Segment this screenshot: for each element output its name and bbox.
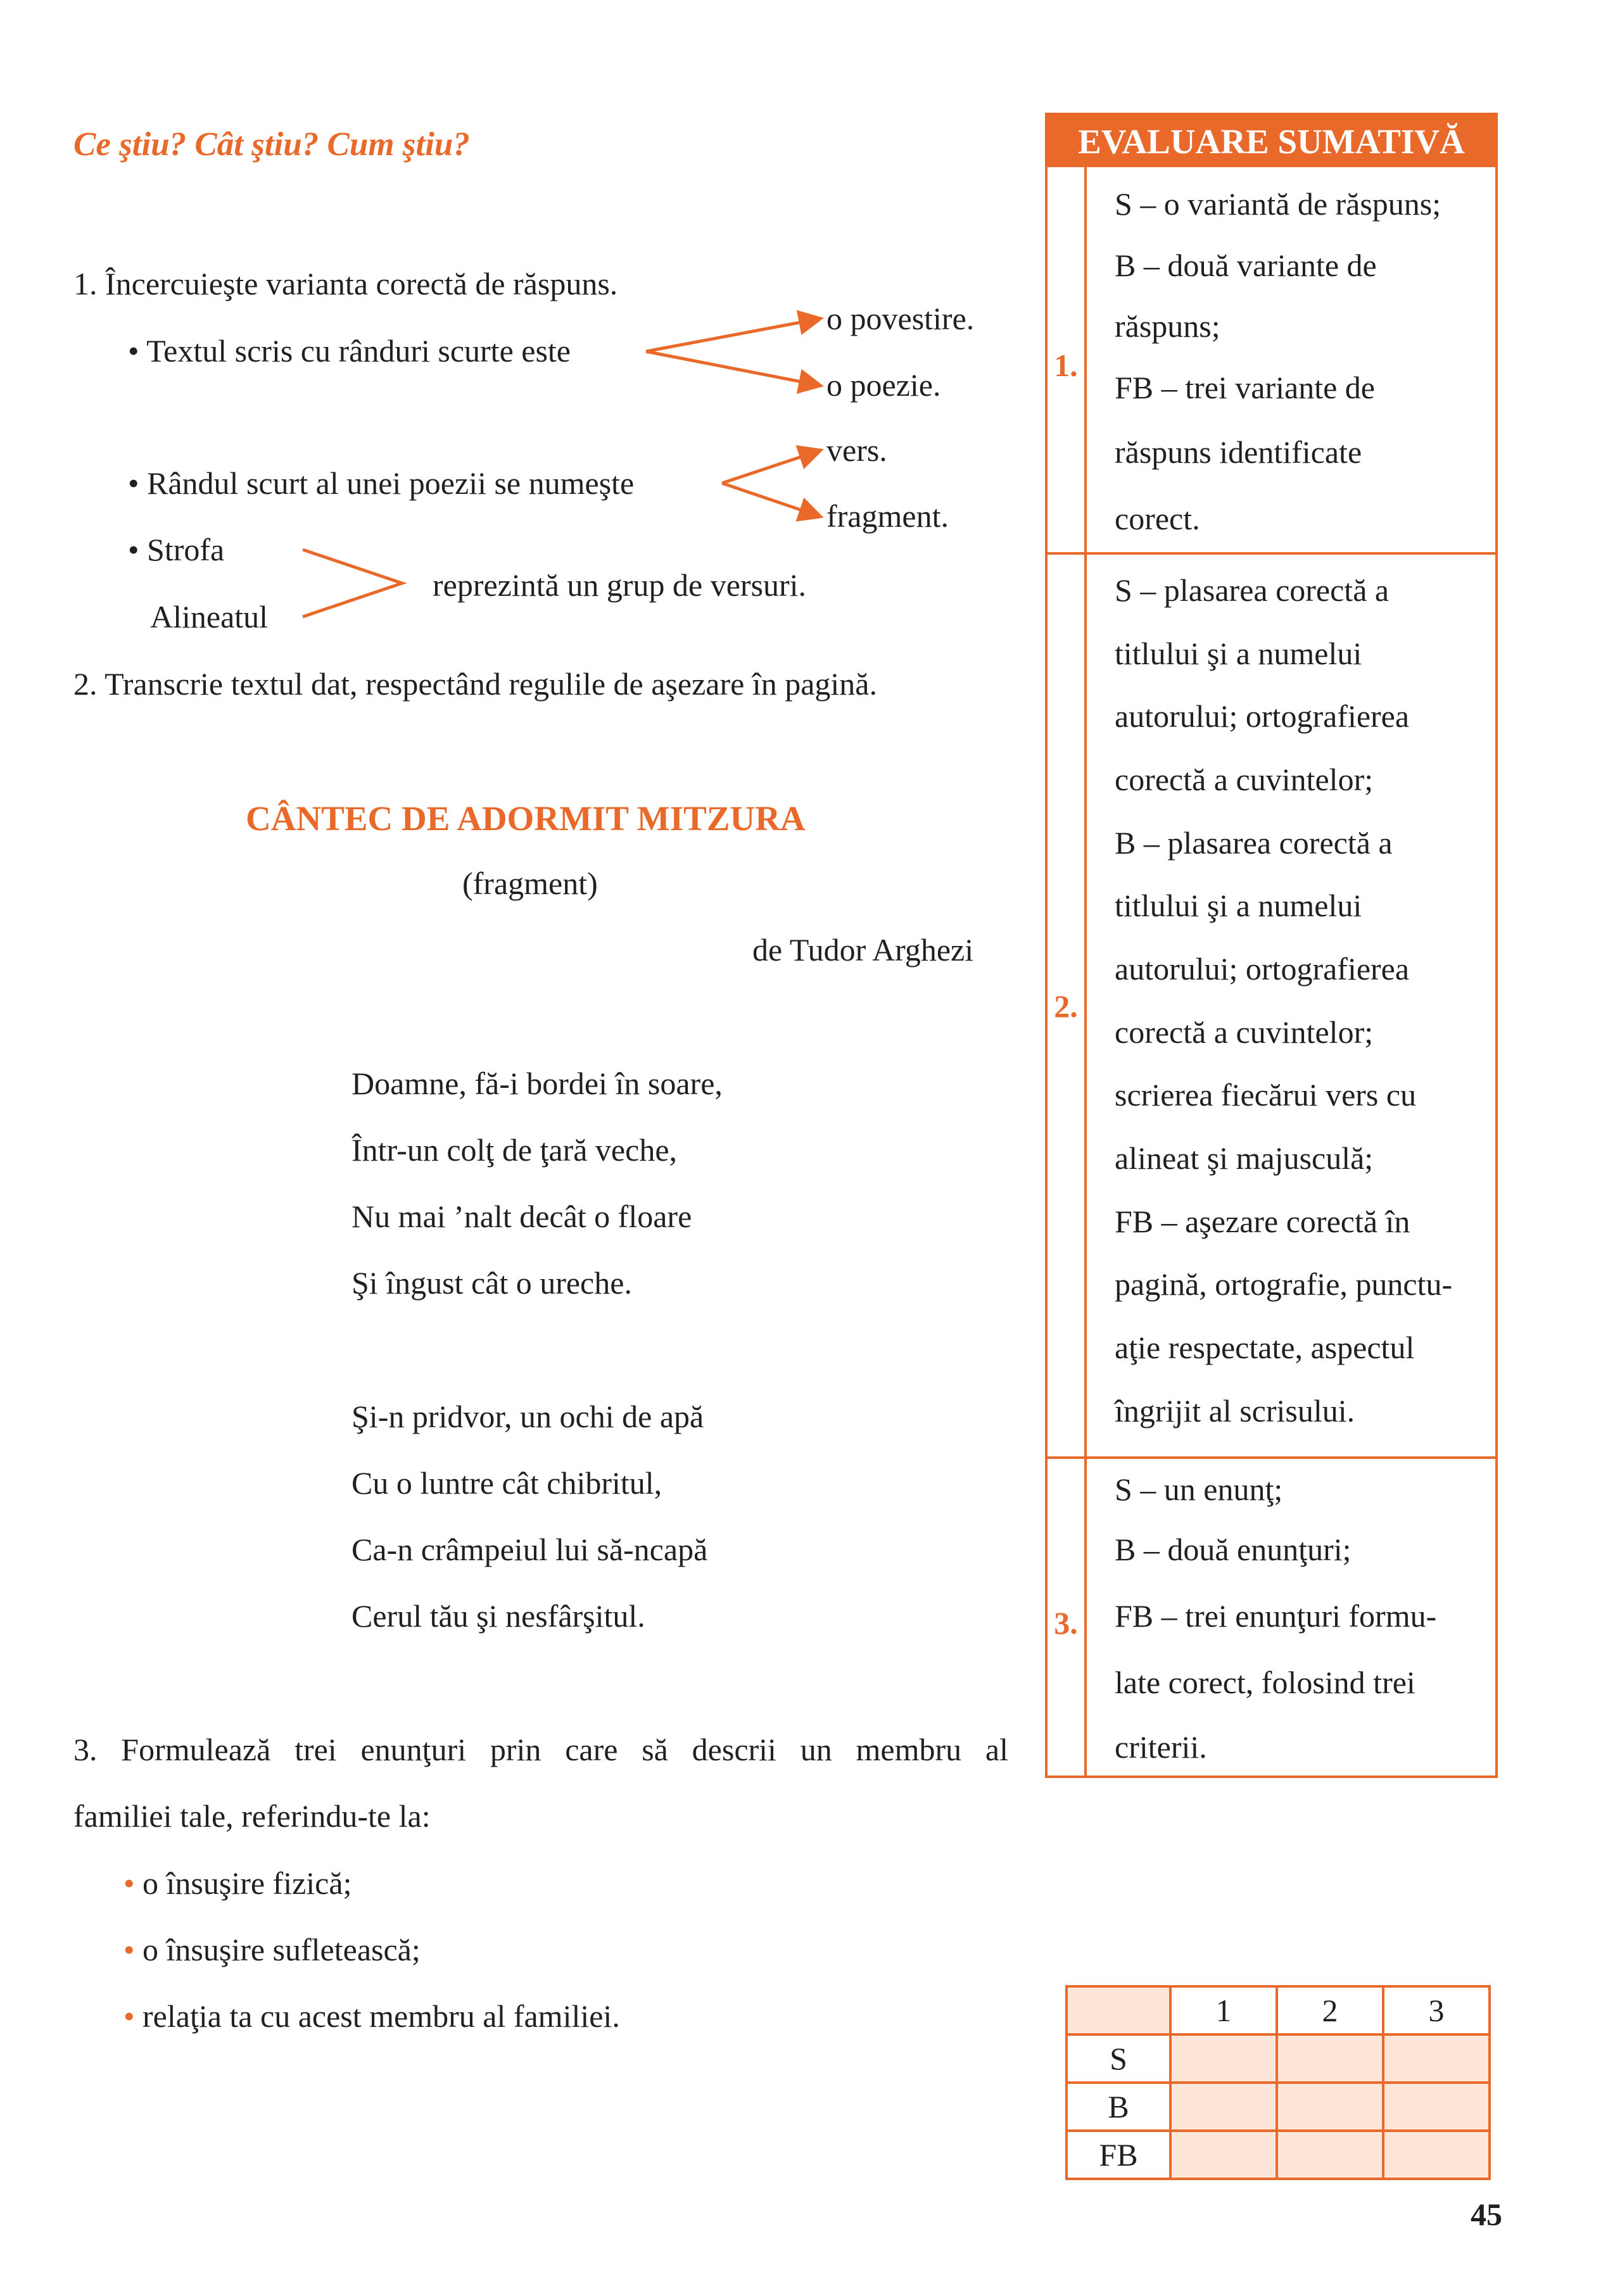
descriptor-line: corect. xyxy=(1115,501,1200,536)
bullet: • xyxy=(123,1998,135,2034)
descriptor-line: FB – trei enunţuri formu- xyxy=(1115,1598,1437,1634)
criterion-number: 2. xyxy=(1054,988,1078,1024)
descriptor-line: B – două enunţuri; xyxy=(1115,1532,1352,1567)
evaluation-title: EVALUARE SUMATIVĂ xyxy=(1048,115,1495,167)
descriptor-line: corectă a cuvintelor; xyxy=(1115,1014,1374,1050)
evaluation-table xyxy=(1045,113,1498,1778)
ex1-q2-option-2[interactable]: fragment. xyxy=(826,498,949,534)
grid-row-header: FB xyxy=(1067,2131,1170,2179)
criterion-number: 3. xyxy=(1054,1605,1078,1641)
descriptor-line: autorului; ortografierea xyxy=(1115,698,1410,734)
ex3-bullet-text: o însuşire sufletească; xyxy=(142,1932,421,1967)
arrow-q2-option-2 xyxy=(722,483,821,517)
bullet: • xyxy=(128,333,139,369)
poem-line: Doamne, fă-i bordei în soare, xyxy=(351,1066,723,1101)
poem-title: CÂNTEC DE ADORMIT MITZURA xyxy=(246,799,806,838)
poem-line: Cu o luntre cât chibritul, xyxy=(351,1465,662,1501)
grid-cell[interactable] xyxy=(1277,2083,1383,2131)
grid-row-header: S xyxy=(1067,2034,1170,2083)
poem-subtitle: (fragment) xyxy=(462,866,598,901)
descriptor-line: aţie respectate, aspectul xyxy=(1115,1330,1415,1365)
grid-cell[interactable] xyxy=(1383,2083,1490,2131)
bullet: • xyxy=(123,1865,135,1901)
grid-corner xyxy=(1067,1986,1170,2034)
descriptor-line: scrierea fiecărui vers cu xyxy=(1115,1077,1417,1113)
ex3-bullet-text: relaţia ta cu acest membru al familiei. xyxy=(142,1998,620,2034)
descriptor-line: S – un enunţ; xyxy=(1115,1472,1283,1507)
page-number: 45 xyxy=(1471,2197,1502,2232)
grid-col-header: 1 xyxy=(1170,1986,1277,2034)
section-heading: Ce ştiu? Cât ştiu? Cum ştiu? xyxy=(73,126,470,163)
grid-row-header: B xyxy=(1067,2083,1170,2131)
criterion-number: 1. xyxy=(1054,348,1078,383)
grid-col-header: 2 xyxy=(1277,1986,1383,2034)
descriptor-line: B – plasarea corectă a xyxy=(1115,825,1393,861)
descriptor-line: criterii. xyxy=(1115,1729,1207,1765)
q1-stem-text: Textul scris cu rânduri scurte este xyxy=(146,333,571,369)
q3-term-text: Strofa xyxy=(147,532,225,567)
ex3-bullet xyxy=(123,1867,351,1899)
descriptor-line: pagină, ortografie, punctu- xyxy=(1115,1266,1453,1302)
ex1-instruction: 1. Încercuieşte varianta corectă de răspuns. xyxy=(73,266,618,301)
grid-cell[interactable] xyxy=(1277,2131,1383,2179)
grid-cell[interactable] xyxy=(1170,2083,1277,2131)
score-grid xyxy=(1065,1985,1491,2180)
descriptor-line: îngrijit al scrisului. xyxy=(1115,1393,1355,1429)
poem-line: Cerul tău şi nesfârşitul. xyxy=(351,1598,645,1634)
descriptor-line: titlului şi a numelui xyxy=(1115,636,1362,671)
poem-line: Şi îngust cât o ureche. xyxy=(351,1265,632,1301)
row-divider xyxy=(1048,1456,1495,1459)
descriptor-line: titlului şi a numelui xyxy=(1115,888,1362,923)
poem-line: Într-un colţ de ţară veche, xyxy=(351,1132,678,1168)
ex3-instruction-cont: familiei tale, referindu-te la: xyxy=(73,1798,431,1834)
descriptor-line: B – două variante de xyxy=(1115,248,1377,283)
grid-cell[interactable] xyxy=(1170,2131,1277,2179)
ex1-q1-option-1[interactable]: o povestire. xyxy=(826,301,975,336)
descriptor-line: corectă a cuvintelor; xyxy=(1115,762,1374,797)
descriptor-line: autorului; ortografierea xyxy=(1115,951,1410,987)
grid-cell[interactable] xyxy=(1383,2034,1490,2083)
ex1-q3-predicate: reprezintă un grup de versuri. xyxy=(433,567,807,603)
descriptor-line: S – plasarea corectă a xyxy=(1115,572,1390,608)
arrow-q1-option-2 xyxy=(646,351,821,386)
descriptor-line: late corect, folosind trei xyxy=(1115,1665,1415,1700)
descriptor-line: S – o variantă de răspuns; xyxy=(1115,186,1441,222)
bullet: • xyxy=(128,465,139,501)
poem-line: Ca-n crâmpeiul lui să-ncapă xyxy=(351,1532,708,1567)
descriptor-line: alineat şi majusculă; xyxy=(1115,1140,1374,1176)
row-divider xyxy=(1048,552,1495,555)
ex2-instruction: 2. Transcrie textul dat, respectând regulile de aşezare în pagină. xyxy=(73,666,877,702)
grid-cell[interactable] xyxy=(1170,2034,1277,2083)
ex3-bullet-text: o însuşire fizică; xyxy=(142,1865,352,1901)
descriptor-line: răspuns; xyxy=(1115,308,1220,344)
q2-stem-text: Rândul scurt al unei poezii se numeşte xyxy=(147,465,635,501)
grid-cell[interactable] xyxy=(1277,2034,1383,2083)
ex1-q1-option-2[interactable]: o poezie. xyxy=(826,367,941,403)
poem-line: Nu mai ’nalt decât o floare xyxy=(351,1199,692,1234)
chevron-icon xyxy=(303,550,402,617)
descriptor-line: răspuns identificate xyxy=(1115,434,1362,470)
arrow-q1-option-1 xyxy=(646,319,821,351)
grid-cell[interactable] xyxy=(1383,2131,1490,2179)
ex3-bullet xyxy=(123,2000,620,2032)
ex3-bullet xyxy=(123,1934,421,1965)
poem-line: Şi-n pridvor, un ochi de apă xyxy=(351,1399,704,1434)
arrow-q2-option-1 xyxy=(722,450,821,483)
descriptor-line: FB – trei variante de xyxy=(1115,370,1375,405)
ex3-instruction: 3. Formulează trei enunţuri prin care să descrii un membru al xyxy=(73,1732,1008,1767)
ex1-q3-term-2: Alineatul xyxy=(150,599,269,634)
column-divider xyxy=(1084,167,1087,1776)
ex1-q2-option-1[interactable]: vers. xyxy=(826,432,887,468)
poem-author: de Tudor Arghezi xyxy=(752,932,974,968)
descriptor-line: FB – aşezare corectă în xyxy=(1115,1204,1410,1239)
grid-col-header: 3 xyxy=(1383,1986,1490,2034)
bullet: • xyxy=(123,1932,135,1967)
bullet: • xyxy=(128,532,139,567)
